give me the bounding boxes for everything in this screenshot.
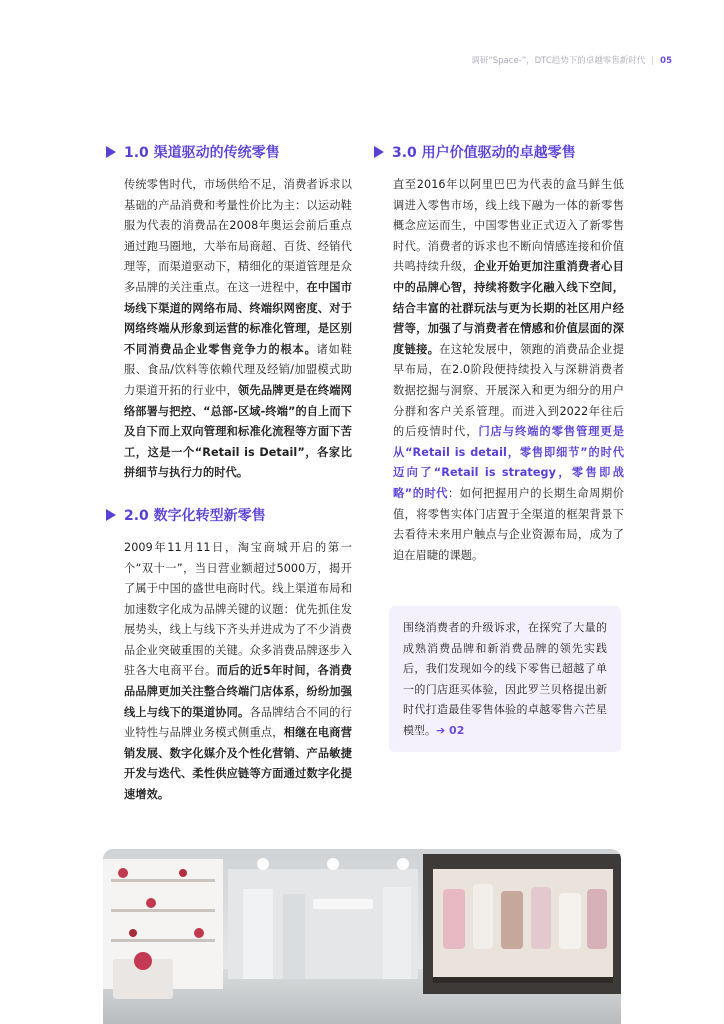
section-3-heading xyxy=(374,143,624,161)
section-1-title: 1.0 渠道驱动的传统零售 xyxy=(124,145,280,161)
section-2-text-d: 相继在电商营销发展、数字化媒介及个性化营销、产品敏捷开发与迭代、柔性供应链等方面通过数字化提速增效。 xyxy=(124,726,353,802)
section-3-text-d: ：如何把握用户的长期生命周期价值，将零售实体门店置于全渠道的框架背景下去看待未来用户触点与企业资源布局，成为了迫在眉睫的课题。 xyxy=(393,486,624,562)
section-1-text-b: 在中国市场线下渠道的网络布局、终端织网密度、对于网络终端从形象到运营的标准化管理，是区别不同消费品企业零售竞争力的根本。 xyxy=(124,280,352,356)
triangle-bullet-icon xyxy=(106,146,116,158)
store-interior-illustration xyxy=(103,849,621,1024)
section-2-text-a: 2009年11月11日，淘宝商城开启的第一个“双十一”，当日营业额超过5000万，揭开了属于中国的盛世电商时代。线上渠道布局和加速数字化成为品牌关键的议题：优先抓住发展势头，线上与线下齐头并进成为了不少消费品企业突破重围的关键。众多消费品牌逐步入驻各大电商平台。 xyxy=(124,540,352,678)
triangle-bullet-icon xyxy=(374,146,384,158)
section-2-title: 2.0 数字化转型新零售 xyxy=(124,507,266,524)
section-3-body xyxy=(393,175,624,566)
retail-store-photo xyxy=(103,849,621,1024)
header-title: 调研“Space-”，DTC趋势下的卓越零售新时代 xyxy=(471,56,646,66)
section-3-text-b: 企业开始更加注重消费者心目中的品牌心智，持续将数字化融入线下空间，结合丰富的社群玩法与更为长期的社区用户经营等，加强了与消费者在情感和价值层面的深度链接。 xyxy=(393,260,624,356)
section-1-text-d: 领先品牌更是在终端网络部署与把控、“总部-区域-终端”的自上而下及自下而上双向管理和标准化流程等方面下苦工，这是一个“Retail is Detail”，各家比拼细节与执行力的时代。 xyxy=(124,383,352,480)
section-2-text-b: 而后的近5年时间，各消费品品牌更加关注整合终端门店体系，纷纷加强线上与线下的渠道协同。 xyxy=(124,664,352,719)
section-3-text-c: 在这轮发展中，领跑的消费品企业提早布局，在2.0阶段便持续投入与深耕消费者数据挖掘与洞察、开展深入和更为细分的用户分群和客户关系管理。而进入到2022年往后的后疫情时代， xyxy=(393,342,624,439)
triangle-bullet-icon xyxy=(106,509,116,521)
section-3-highlight: 门店与终端的零售管理更是从“Retail is detail，零售即细节”的时代迈向了“Retail is strategy，零售即战略”的时代 xyxy=(393,425,625,500)
page-number: 05 xyxy=(660,56,672,66)
section-1-text-c: 诸如鞋服、食品/饮料等依赖代理及经销/加盟模式助力渠道开拓的行业中， xyxy=(124,342,352,397)
section-3-title: 3.0 用户价值驱动的卓越零售 xyxy=(392,145,576,161)
section-3-text-a: 直至2016年以阿里巴巴为代表的盒马鲜生低调进入零售市场，线上线下融为一体的新零售概念应运而生，中国零售业正式迈入了新零售时代。消费者的诉求也不断向情感连接和价值共鸣持续升级， xyxy=(393,178,624,274)
callout-link[interactable]: ➔ 02 xyxy=(436,723,465,737)
section-2-text-c: 各品牌结合不同的行业特性与品牌业务模式侧重点， xyxy=(124,705,352,740)
section-2-heading xyxy=(106,506,352,524)
left-column xyxy=(106,143,352,806)
section-1-heading xyxy=(106,143,352,161)
header-separator: | xyxy=(651,56,655,66)
right-column xyxy=(374,143,624,566)
section-1-text-a: 传统零售时代，市场供给不足，消费者诉求以基础的产品消费和考量性价比为主：以运动鞋服为代表的消费品在2008年奥运会前后重点通过跑马圈地，大举布局商超、百货、经销代理等，而渠道驱动下，精细化的渠道管理是众多品牌的关注重点。在这一进程中， xyxy=(124,178,352,294)
callout-box xyxy=(389,606,621,752)
callout-text: 围绕消费者的升级诉求，在探究了大量的成熟消费品牌和新消费品牌的领先实践后，我们发现如今的线下零售已超越了单一的门店逛买体验，因此罗兰贝格提出新时代打造最佳零售体验的卓越零售六芒星模型。 xyxy=(403,621,607,737)
page-header xyxy=(0,54,672,66)
section-1-body xyxy=(124,175,352,484)
section-2-body xyxy=(124,538,352,806)
